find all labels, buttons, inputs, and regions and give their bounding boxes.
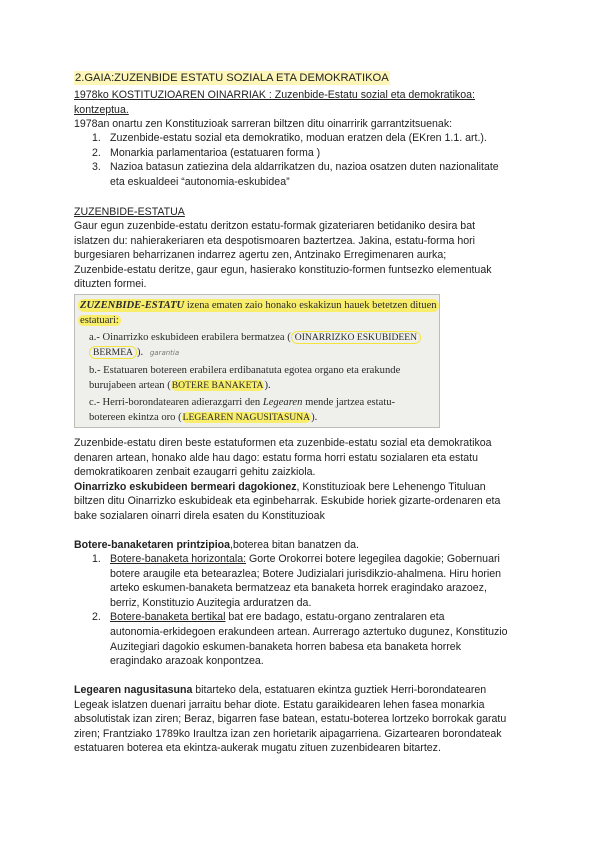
bold-term: Botere-banaketaren printzipioa [74,539,230,551]
scan-text: b.- Estatuaren botereen erabilera erdibanatuta egotea organo eta erakunde [89,365,401,376]
banaketa-heading [74,538,526,553]
list-text: berriz, Konstituzio Auzitegia arduratzen da. [110,596,312,609]
handwritten-note: garantia [149,349,180,357]
paragraph-line: bake sozialaren oinarri direla esaten du Konstituzioak [74,509,325,522]
estatua-paragraph [74,219,526,292]
scan-text: c.- Herri-borondatearen adierazgarri den [89,397,263,408]
paragraph-line: islatzen du: nahierakeriaren eta despotismoaren baztertzea. Jakina, estatu-forma hori [74,234,476,247]
list-text: bat ere badago, estatu-organo zentralaren eta [225,611,445,624]
paragraph-text: bitarteko dela, estatuaren ekintza guztiek Herri-borondatearen [192,684,487,696]
scan-item-c [89,395,395,410]
paragraph-line: burgesiaren beharrizanen indarrez agertu zen, Antzinako Erregimenaren aurka; [74,249,447,262]
scan-text: burujabeen artean ( [89,380,171,391]
page-title: 2.GAIA:ZUZENBIDE ESTATU SOZIALA ETA DEMOKRATIKOA [75,72,389,84]
scan-text: ). [311,412,318,423]
paragraph-line: absolutistak izan ziren; Beraz, bigarren fase batean, estatu-boterea lortzeko borrokak garatu [74,713,507,726]
paragraph-line: demokratikoaren zenbait ezaugarri gehitu zaizkiola. [74,466,316,479]
paragraph-line: estatuaren boterea eta ekintza-aukerak mugatu zituen zuzenbidearen bitartez. [74,742,441,755]
scanned-excerpt [74,294,440,428]
intro-text: 1978an onartu zen Konstituzioak sarreran biltzen ditu oinarririk garrantzitsuenak: [74,118,453,130]
banaketa-list [74,552,526,669]
list-text: botere araugile eta betearazlea; Botere Judizialari jurisdikzio-ahalmena. Hiru horien [110,567,502,580]
paragraph-line: Zuzenbide-estatu deritze, gaur egun, hasierako konstituzio-formen funtsezko elementuak [74,263,492,276]
paragraph-text: , Konstituzioak bere Lehenengo Tituluan [296,480,486,493]
bold-term: Legearen nagusitasuna [74,684,193,696]
paragraph-line [74,480,526,495]
subtitle-line-2: kontzeptua. [74,103,129,116]
list-text: Gorte Orokorrei botere legegilea dagokie; Gobernuari [246,553,500,565]
paragraph-line: Zuzenbide-estatu diren beste estatuformen eta zuzenbide-estatu sozial eta demokratikoa [74,437,492,449]
list-text: eragindako arazoak konpontzea. [110,655,264,668]
section-heading: ZUZENBIDE-ESTATUA [74,206,185,218]
list-item [74,552,526,610]
list-number: 1. [92,553,101,565]
scan-item-c-2 [89,410,317,425]
list-label: Botere-banaketa bertikal [110,611,226,624]
paragraph-line: Gaur egun zuzenbide-estatu deritzon estatu-formak gizateriaren betidaniko desira bat [74,220,476,232]
scan-highlight: BOTERE BANAKETA [171,380,264,391]
list-number: 3. [92,161,101,174]
scan-highlight: OINARRIZKO ESKUBIDEEN [291,331,421,344]
list-text: eta eskualdeei “autonomia-eskubidea” [110,175,290,188]
paragraph-line: denaren artean, honako alde hau dago: estatu forma horri estatu sozialaren eta estatu [74,451,479,464]
scan-highlight: LEGEAREN NAGUSITASUNA [182,412,311,423]
list-label: Botere-banaketa horizontala: [110,553,247,565]
scan-line-1 [78,298,439,313]
list-text: arteko eskumen-banaketa bermatzeaz eta banaketa horrek eragindako arazoez, [110,582,487,595]
scan-text: botereen ekintza oro ( [89,412,182,423]
paragraph-line [74,683,526,698]
list-text: Zuzenbide-estatu sozial eta demokratiko, moduan eratzen dela (EKren 1.1. art.). [110,132,487,144]
list-item [74,146,526,161]
scan-highlight: BERMEA [89,346,137,359]
scan-item-b-2 [89,378,271,393]
paragraph-line: Legeak islatzen duenari jarraitu behar diote. Estatu garaikidearen lehen fasea monarkia [74,698,485,711]
scan-line-2 [78,313,121,328]
after-scan-paragraph [74,436,526,524]
list-item [74,131,526,146]
list-item [74,610,526,668]
principles-list [74,131,526,189]
paragraph-line: dituzten formei. [74,278,147,291]
constitution-subtitle [74,88,526,117]
list-number: 2. [92,611,101,624]
scan-item-a-2 [89,345,179,361]
subtitle-line-1: 1978ko KOSTITUZIOAREN OINARRIAK : Zuzenbide-Estatu sozial eta demokratikoa: [74,89,475,101]
bold-term: Oinarrizko eskubideen bermeari dagokionez [74,480,297,493]
list-number: 1. [92,132,101,144]
scan-text: Legearen [262,397,303,408]
list-text: Nazioa batasun zatiezina dela aldarrikatzen du, nazioa osatzen duten nazionalitate [110,161,499,174]
scan-text: ). [264,380,271,391]
list-text: Auzitegiari dagokio eskumen-banaketa horren babesa eta banaketa horrek [110,640,462,653]
paragraph-text: ,boterea bitan banatzen da. [230,539,359,551]
scan-text: a.- Oinarrizko eskubideen erabilera bermatzea ( [89,332,291,343]
scan-item-a [89,330,421,345]
legearen-paragraph [74,683,526,756]
scan-term: ZUZENBIDE-ESTATU [80,300,185,311]
paragraph-line: biltzen ditu Oinarrizko eskubideak eta eginbeharrak. Eskubide horiek gizarte-ordenaren eta [74,495,501,508]
scan-text: ). [136,347,144,358]
list-text: Monarkia parlamentarioa (estatuaren forma ) [110,146,321,159]
list-number: 2. [92,146,101,159]
scan-text: mende jartzea estatu- [302,397,396,408]
paragraph-line: ziren; Frantziako 1789ko Iraultza izan zen horietarik aipagarriena. Gizartearen borondateak [74,727,502,740]
list-text: autonomia-erkidegoen erakundeen artean. Aurrerago aztertuko dugunez, Konstituzio [110,625,508,638]
list-item [74,160,526,189]
scan-item-b [89,363,400,378]
scan-text: izena ematen zaio honako eskakizun hauek betetzen dituen [184,300,437,311]
scan-text: estatuari: [80,315,119,326]
